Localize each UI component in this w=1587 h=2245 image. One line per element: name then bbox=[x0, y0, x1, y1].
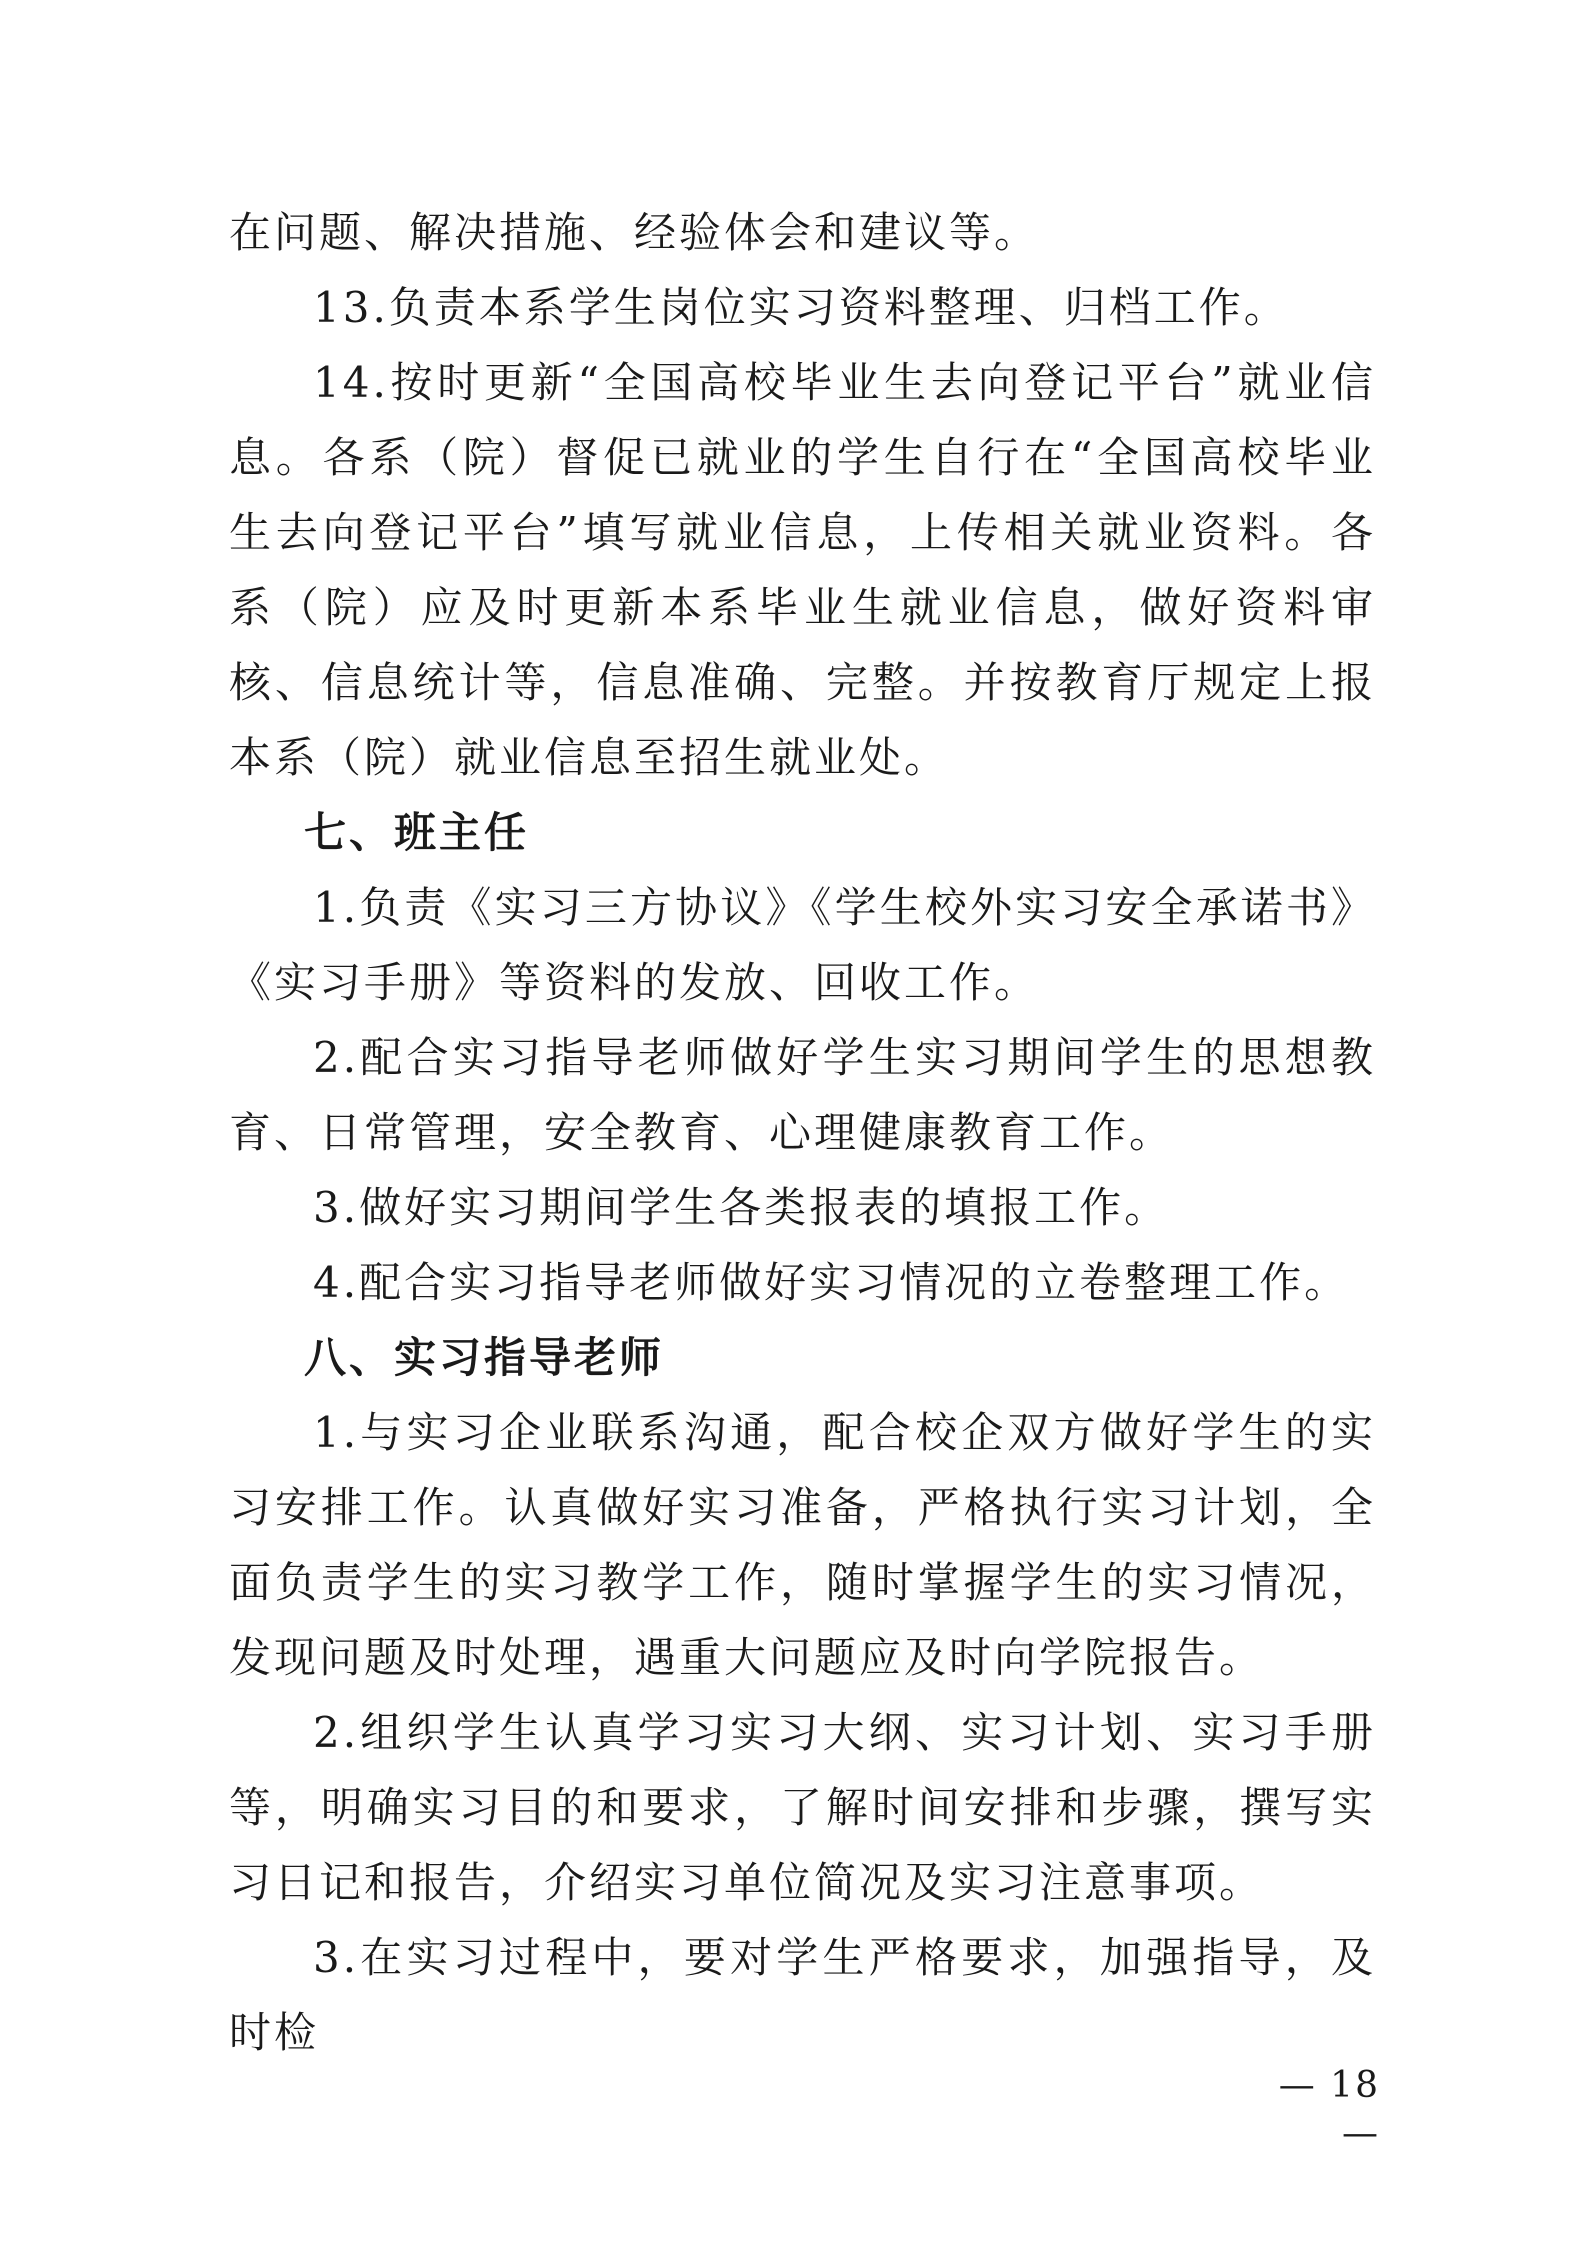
paragraph-advisor-2: 2.组织学生认真学习实习大纲、实习计划、实习手册等，明确实习目的和要求，了解时间安排和步骤，撰写实习日记和报告，介绍实习单位简况及实习注意事项。 bbox=[229, 1708, 1376, 1907]
paragraph-class-teacher-2: 2.配合实习指导老师做好学生实习期间学生的思想教育、日常管理，安全教育、心理健康教育工作。 bbox=[229, 1033, 1376, 1157]
paragraph-item-14: 14.按时更新“全国高校毕业生去向登记平台”就业信息。各系（院）督促已就业的学生自行在“全国高校毕业生去向登记平台”填写就业信息，上传相关就业资料。各系（院）应及时更新本系毕业生就业信息，做好资料审核、信息统计等，信息准确、完整。并按教育厅规定上报本系（院）就业信息至招生就业处。 bbox=[229, 358, 1376, 782]
paragraph-item-13: 13.负责本系学生岗位实习资料整理、归档工作。 bbox=[313, 283, 1289, 332]
document-body bbox=[229, 195, 1376, 2070]
paragraph-class-teacher-4: 4.配合实习指导老师做好实习情况的立卷整理工作。 bbox=[313, 1258, 1350, 1307]
paragraph-advisor-1: 1.与实习企业联系沟通，配合校企双方做好学生的实习安排工作。认真做好实习准备，严格执行实习计划，全面负责学生的实习教学工作，随时掌握学生的实习情况，发现问题及时处理，遇重大问题应及时向学院报告。 bbox=[229, 1408, 1376, 1682]
section-heading-internship-advisor: 八、实习指导老师 bbox=[304, 1333, 665, 1382]
page-number: — 18 — bbox=[1278, 2065, 1380, 2154]
paragraph-advisor-3: 3.在实习过程中，要对学生严格要求，加强指导，及时检 bbox=[229, 1933, 1376, 2057]
section-heading-class-teacher: 七、班主任 bbox=[304, 808, 530, 857]
paragraph-continuation: 在问题、解决措施、经验体会和建议等。 bbox=[229, 208, 1040, 257]
paragraph-class-teacher-1: 1.负责《实习三方协议》《学生校外实习安全承诺书》《实习手册》等资料的发放、回收工作。 bbox=[229, 883, 1376, 1007]
paragraph-class-teacher-3: 3.做好实习期间学生各类报表的填报工作。 bbox=[313, 1183, 1170, 1232]
